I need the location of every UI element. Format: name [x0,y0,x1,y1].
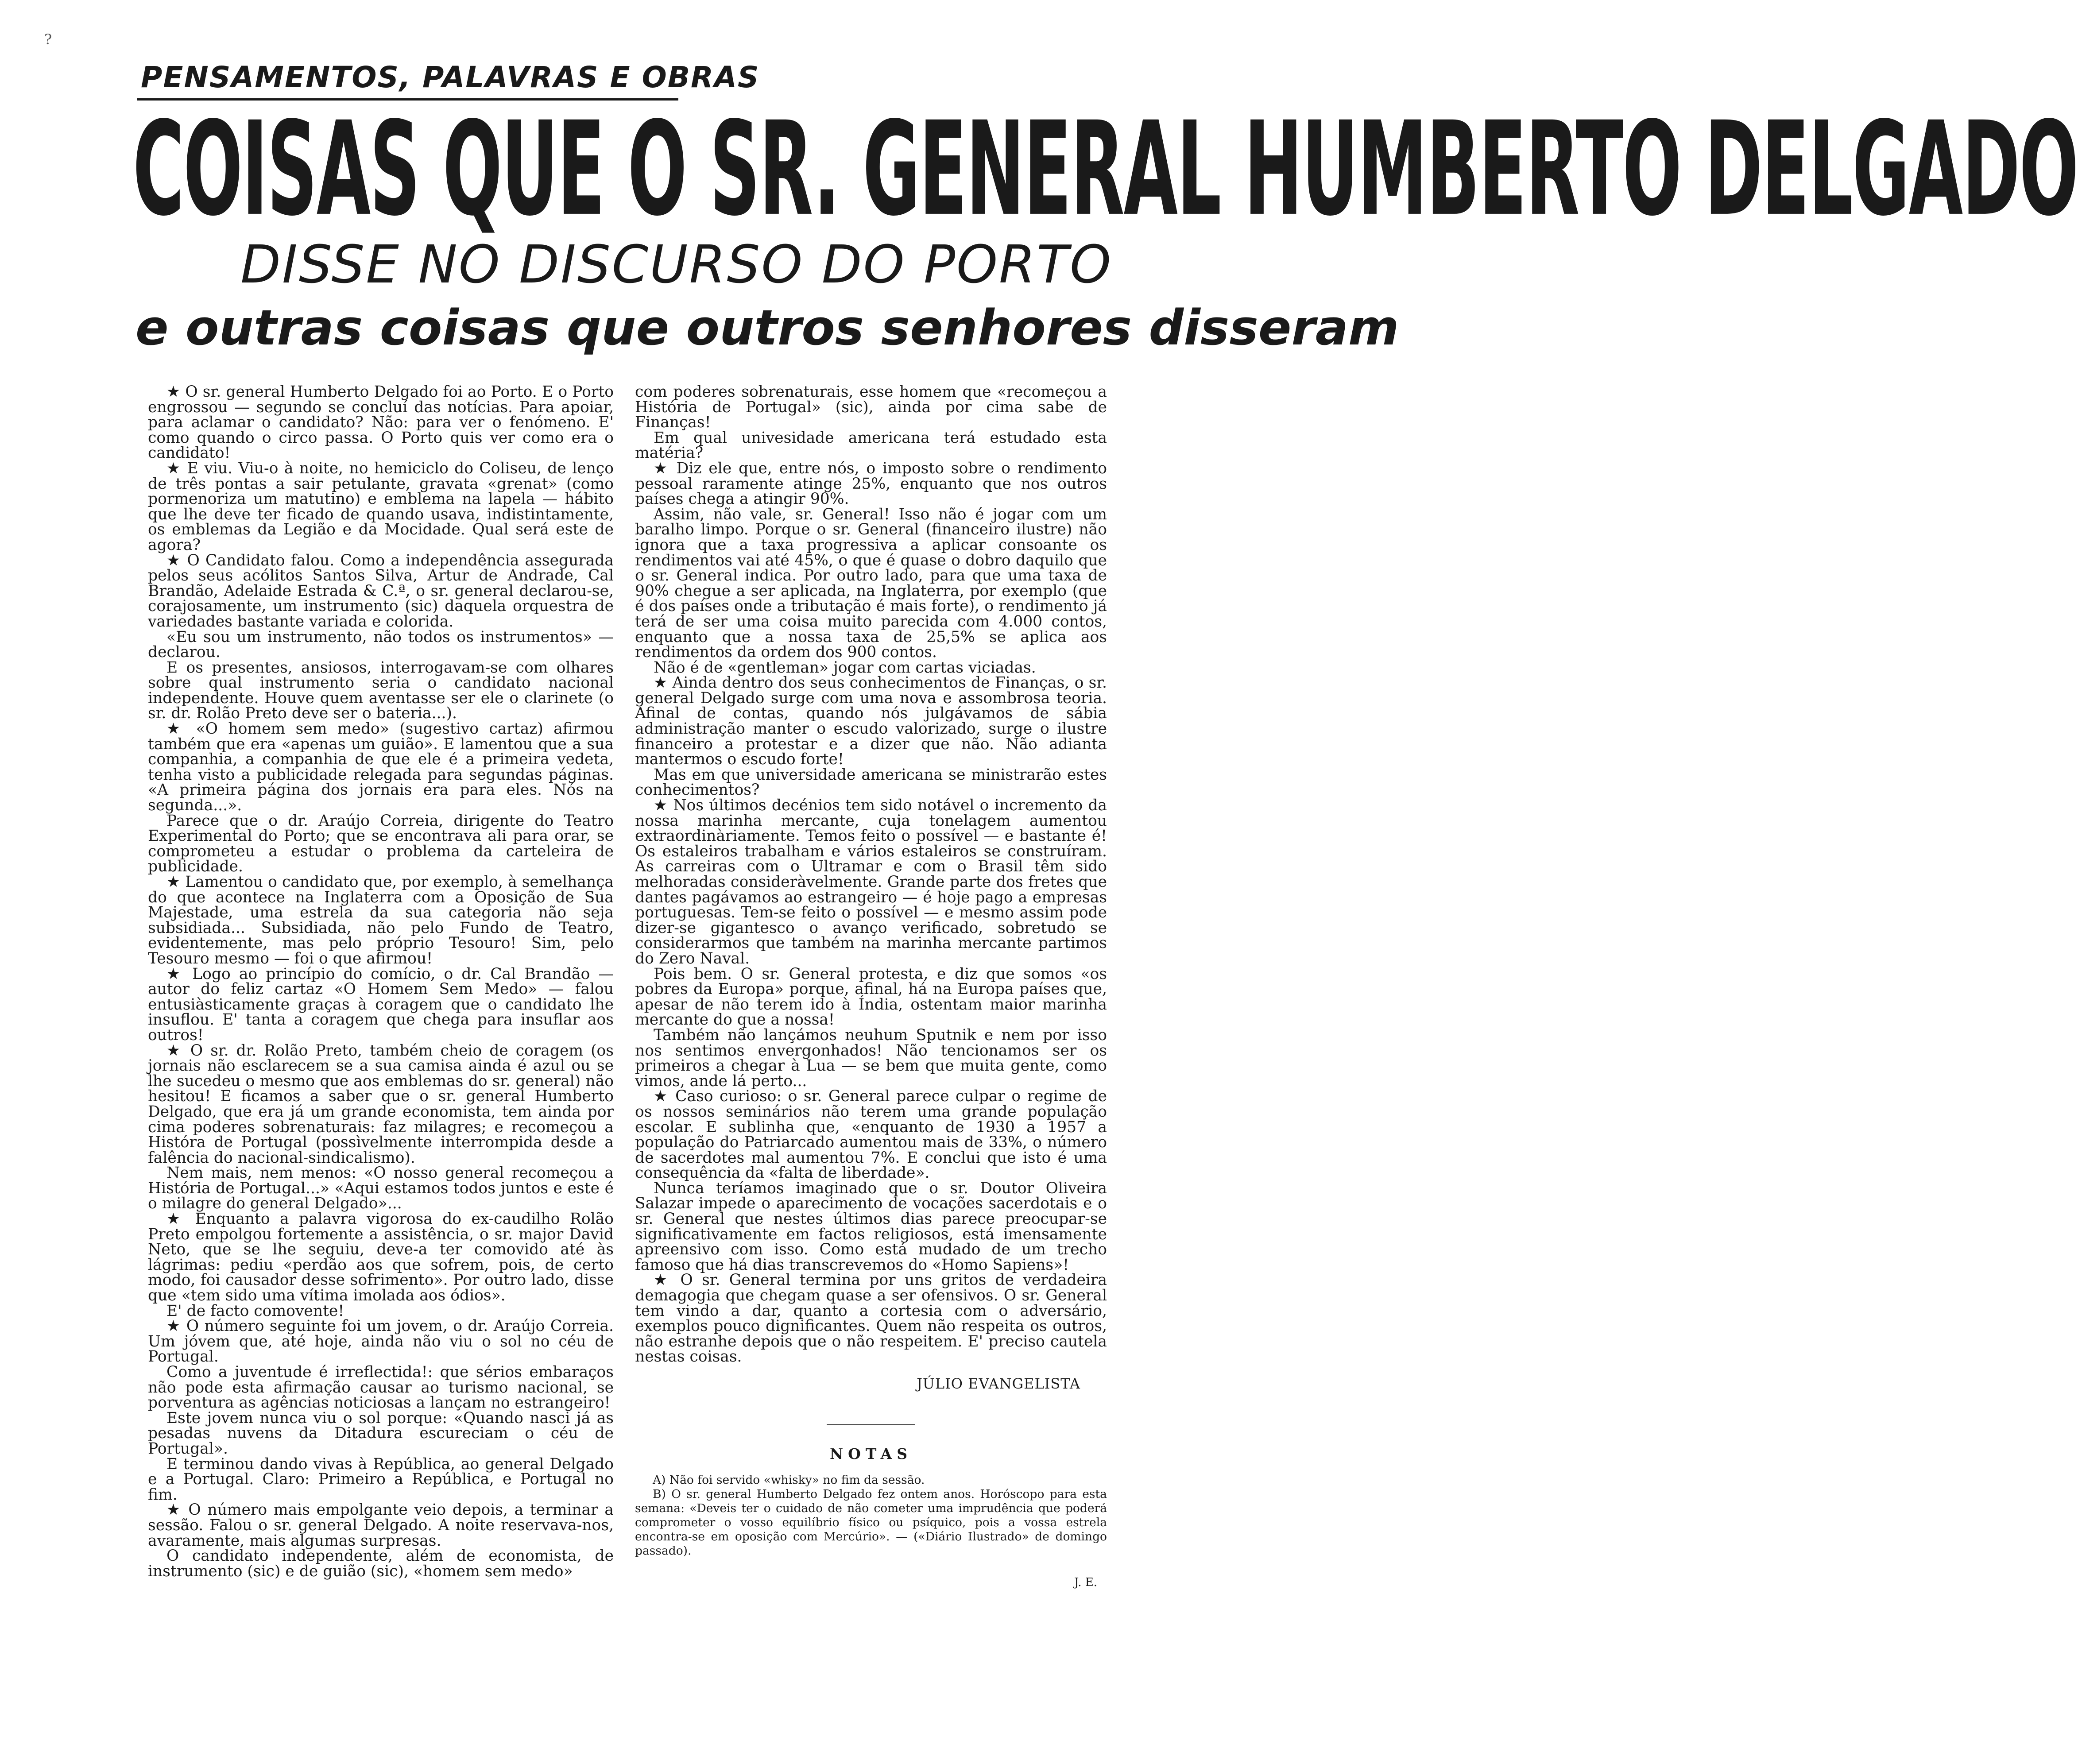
paragraph: E' de facto comovente! [166,1302,344,1320]
paragraph: E os presentes, ansiosos, interrogavam-se com olhares sobre qual instrumento seria o candidato nacional independente. Houve quem aventasse ser ele o clarinete (o sr. dr. Rolão Preto deve ser o bateria...). [148,658,614,723]
paragraph: ★ O número seguinte foi um jovem, o dr. Araújo Correia. Um jóvem que, até hoje, ainda não viu o sol no céu de Portugal. [148,1317,614,1366]
paragraph: Nunca teríamos imaginado que o sr. Doutor Oliveira Salazar impede o aparecimento de vocações sacerdotais e o sr. General que nestes últimos dias parece preocupar-se significativamente em factos religiosos, está imensamente apreensivo com isso. Como está mudado de um trecho famoso que há dias transcrevemos do «Homo Sapiens»! [635,1179,1107,1274]
notes-initials: J. E. [1074,1576,1097,1590]
note-item: B) O sr. general Humberto Delgado fez ontem anos. Horóscopo para esta semana: «Deveis ter o cuidado de não cometer uma imprudência que poderá comprometer o vosso equilíbrio físico ou psíquico, pois a vossa estrela encontra-se em oposição com Mercúrio». — («Diário Ilustrado» de domingo passado). [635,1487,1107,1558]
paragraph: ★ «O homem sem medo» (sugestivo cartaz) afirmou também que era «apenas um guião». E lamentou que a sua companhia, a companhia de que ele é a primeira vedeta, tenha visto a publicidade relegada para segundas páginas. «A primeira página dos jornais era para eles. Nós na segunda...». [148,720,614,815]
paragraph: Parece que o dr. Araújo Correia, dirigente do Teatro Experimental do Porto; que se encontrava ali para orar, se comprometeu a estudar o problema da carteleira de publicidade. [148,812,614,876]
corner-mark: ? [44,31,52,48]
headline: COISAS QUE O SR. GENERAL HUMBERTO DELGADO [133,94,2078,245]
paragraph: ★ Ainda dentro dos seus conhecimentos de Finanças, o sr. general Delgado surge com uma nova e assombrosa teoria. Afinal de contas, quando nós julgávamos de sábia administração manter o escudo valorizado, surge o ilustre financeiro a protestar e a dizer que não. Não adianta mantermos o escudo forte! [635,674,1107,769]
paragraph: ★ O sr. general Humberto Delgado foi ao Porto. E o Porto engrossou — segundo se concluí das notícias. Para apoiar, para aclamar o candidato? Não: para ver o fenómeno. E' como quando o circo passa. O Porto quis ver como era o candidato! [148,383,614,462]
paragraph: ★ Nos últimos decénios tem sido notável o incremento da nossa marinha mercante, cuja tonelagem aumentou extraordinàriamente. Temos feito o possível — e bastante é! Os estaleiros trabalham e vários estaleiros se construíram. As carreiras com o Ultramar e com o Brasil têm sido melhoradas consideràvelmente. Grande parte dos fretes que dantes pagávamos ao estrangeiro — é hoje pago a empresas portuguesas. Tem-se feito o possível — e mesmo assim pode dizer-se gigantesco o avanço verificado, sobretudo se considerarmos que também na marinha mercante partimos do Zero Naval. [635,797,1107,967]
paragraph: Este jovem nunca viu o sol porque: «Quando nasci já as pesadas nuvens da Ditadura escureciam o céu de Portugal». [148,1409,614,1458]
author-signature: JÚLIO EVANGELISTA [917,1375,1080,1392]
notes-title: NOTAS [829,1445,913,1462]
paragraph: Em qual univesidade americana terá estudado esta matéria? [635,429,1107,462]
paragraph: ★ O sr. dr. Rolão Preto, também cheio de coragem (os jornais não esclarecem se a sua camisa ainda é azul ou se lhe sucedeu o mesmo que aos emblemas do sr. general) não hesitou! E ficamos a saber que o sr. general Humberto Delgado, que era já um grande economista, tem ainda por cima poderes sobrenaturais: faz milagres; e recomeçou a Histórа de Portugal (possìvelmente interrompida desde a falência do nacional-sindicalismo). [148,1041,614,1167]
paragraph: ★ O número mais empolgante veio depois, a terminar a sessão. Falou o sr. general Delgado. A noite reservava-nos, avaramente, mais algumas surpresas. [148,1501,614,1550]
section-heading: PENSAMENTOS, PALAVRAS E OBRAS [141,60,760,94]
paragraph: E terminou dando vivas à República, ao general Delgado e a Portugal. Claro: Primeiro a República, e Portugal no fim. [148,1455,614,1504]
subheadline-primary: DISSE NO DISCURSO DO PORTO [240,234,1112,295]
paragraph: Também não lançámos neuhum Sputnik e nem por isso nos sentimos envergonhados! Não tencionamos ser os primeiros a chegar à Lua — se bem que muita gente, como vimos, ande lá perto... [635,1026,1107,1090]
paragraph: O candidato independente, além de economista, de instrumento (sic) e de guião (sic), «homem sem medo» [148,1547,614,1580]
paragraph: ★ Caso curioso: o sr. General parece culpar o regime de os nossos seminários não terem uma grande população escolar. E sublinha que, «enquanto de 1930 a 1957 a população do Patriarcado aumentou mais de 33%, o número de sacerdotes mal aumentou 7%. E conclui que isto é uma consequência da «falta de liberdade». [635,1087,1107,1182]
paragraph: Mas em que universidade americana se ministrarão estes conhecimentos? [635,766,1107,799]
paragraph: ★ E viu. Viu-o à noite, no hemiciclo do Coliseu, de lenço de três pontas a sair petulante, gravata «grenat» (como pormenoriza um matutino) e emblema na lapela — hábito que lhe deve ter ficado de quando usava, indistintamente, os emblemas da Legião e da Mocidade. Qual será este de agora? [148,459,614,554]
paragraph: ★ Logo ao princípio do comício, o dr. Cal Brandão — autor do feliz cartaz «O Homem Sem Medo» — falou entusiàsticamente graças à coragem que o candidato lhe insuflou. E' tanta a coragem que chega para insuflar aos outros! [148,965,614,1044]
paragraph: ★ Lamentou o candidato que, por exemplo, à semelhança do que acontece na Inglaterra com a Oposição de Sua Majestade, uma estrela da sua categoria não seja subsidiada... Subsidiada, não pelo Fundo de Teatro, evidentemente, mas pelo próprio Tesouro! Sim, pelo Tesouro mesmo — foi o que afirmou! [148,873,614,967]
article-column-right [635,384,1107,1590]
paragraph: ★ Enquanto a palavra vigorosa do ex-caudilho Rolão Preto empolgou fortemente a assistência, o sr. major David Neto, que se lhe seguiu, deve-a ter comovido até às lágrimas: pediu «perdão aos que sofrem, pois, de certo modo, foi causador desse sofrimento». Por outro lado, disse que «tem sido uma vítima imolada aos ódios». [148,1210,614,1305]
notes-divider [827,1424,915,1425]
paragraph: com poderes sobrenaturais, esse homem que «recomeçou a História de Portugal» (sic), ainda por cima sabe de Finanças! [635,383,1107,432]
subheadline-secondary: e outras coisas que outros senhores disseram [135,299,1399,356]
article-column-left [148,384,614,1579]
paragraph: Nem mais, nem menos: «O nosso general recomeçou a História de Portugal...» «Aqui estamos todos juntos e este é o milagre do general Delgado»... [148,1164,614,1213]
paragraph: Não é de «gentleman» jogar com cartas viciadas. [654,658,1036,677]
paragraph: «Eu sou um instrumento, não todos os instrumentos» — declarou. [148,628,614,662]
paragraph: ★ O sr. General termina por uns gritos de verdadeira demagogia que chegam quase a ser ofensivos. O sr. General tem vindo a dar, quanto a cortesia com o adversário, exemplos pouco dignificantes. Quem não respeita os outros, não estranhe depois que o não respeitem. E' preciso cautela nestas coisas. [635,1271,1107,1366]
note-item: A) Não foi servido «whisky» no fim da sessão. [653,1473,925,1487]
notes-section [635,1473,1107,1558]
paragraph: ★ O Candidato falou. Como a independência assegurada pelos seus acólitos Santos Silva, Artur de Andrade, Cal Brandão, Adelaide Estrada & C.ª, o sr. general declarou-se, corajosamente, um instrumento (sic) daquela orquestra de variedades bastante variada e colorida. [148,551,614,631]
paragraph: Pois bem. O sr. General protesta, e diz que somos «os pobres da Europa» porque, afinal, há na Europa países que, apesar de não terem ido à Índia, ostentam maior marinha mercante do que a nossa! [635,965,1107,1029]
paragraph: Assim, não vale, sr. General! Isso não é jogar com um baralho limpo. Porque o sr. General (financeiro ilustre) não ignora que a taxa progressiva a aplicar consoante os rendimentos vai até 45%, o que é quase o dobro daquilo que o sr. General indica. Por outro lado, para que uma taxa de 90% chegue a ser aplicada, na Inglaterra, por exemplo (que é dos países onde a tributação é mais forte), o rendimento já terá de ser uma coisa muito parecida com 4.000 contos, enquanto que a nossa taxa de 25,5% se aplica aos rendimentos da ordem dos 900 contos. [635,505,1107,662]
paragraph: Como a juventude é irreflectida!: que sérios embaraços não pode esta afirmação causar ao turismo nacional, se porventura as agências noticiosas a lançam no estrangeiro! [148,1363,614,1412]
paragraph: ★ Diz ele que, entre nós, o imposto sobre o rendimento pessoal raramente atinge 25%, enquanto que nos outros países chega a atingir 90%. [635,459,1107,508]
